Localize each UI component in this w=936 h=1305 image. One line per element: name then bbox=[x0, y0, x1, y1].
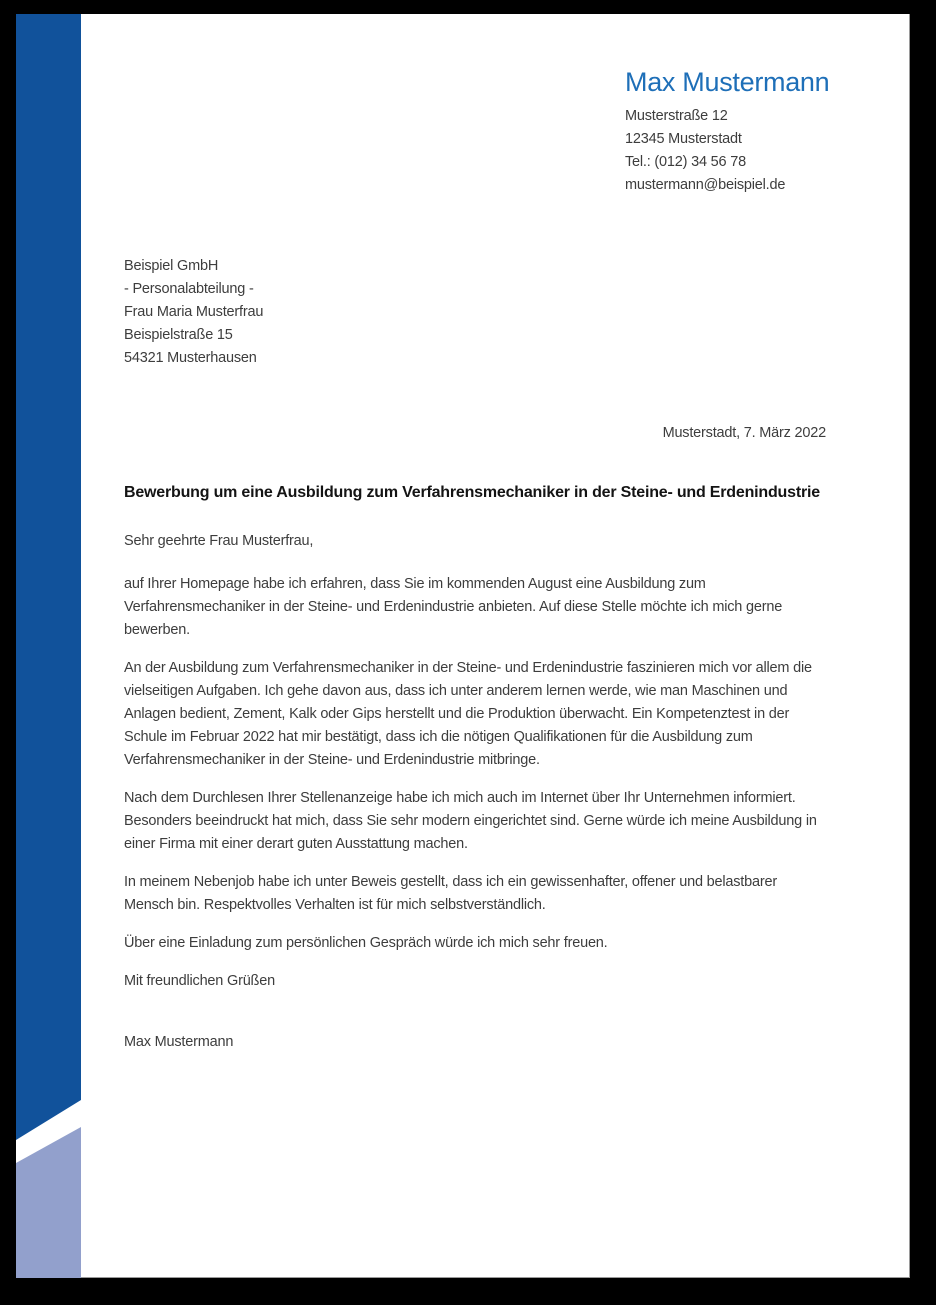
letter-page bbox=[16, 14, 910, 1278]
paragraph: Nach dem Durchlesen Ihrer Stellenanzeige habe ich mich auch im Internet über Ihr Unternehmen informiert. Besonders beeindruckt hat mich, dass Sie sehr modern eingerichtet sind. Gerne würde ich meine Ausbildung in einer Firma mit einer derart guten Ausstattung machen. bbox=[124, 790, 817, 852]
signature-name: Max Mustermann bbox=[124, 1034, 234, 1050]
recipient-street: Beispielstraße 15 bbox=[124, 327, 233, 343]
sender-city: 12345 Musterstadt bbox=[625, 131, 742, 147]
closing-formula: Mit freundlichen Grüßen bbox=[124, 973, 275, 989]
decorative-side-stripe bbox=[16, 14, 81, 1278]
sender-phone: Tel.: (012) 34 56 78 bbox=[625, 154, 746, 170]
recipient-block bbox=[124, 255, 444, 370]
subject-line: Bewerbung um eine Ausbildung zum Verfahrensmechaniker in der Steine- und Erdenindustrie bbox=[124, 484, 820, 501]
recipient-department: - Personalabteilung - bbox=[124, 281, 254, 297]
letter-body bbox=[124, 481, 826, 1054]
recipient-city: 54321 Musterhausen bbox=[124, 350, 257, 366]
sender-street: Musterstraße 12 bbox=[625, 108, 728, 124]
sender-name: Max Mustermann bbox=[625, 67, 830, 97]
sender-email: mustermann@beispiel.de bbox=[625, 177, 786, 193]
paragraph: An der Ausbildung zum Verfahrensmechaniker in der Steine- und Erdenindustrie faszinieren mich vor allem die vielseitigen Aufgaben. Ich gehe davon aus, dass ich unter anderem lernen werde, wie man Maschinen und Anlagen bedient, Zement, Kalk oder Gips herstellt und die Produktion überwacht. Ein Kompetenztest in der Schule im Februar 2022 hat mir bestätigt, dass ich die nötigen Qualifikationen für die Ausbildung zum Verfahrensmechaniker in der Steine- und Erdenindustrie mitbringe. bbox=[124, 660, 812, 768]
salutation: Sehr geehrte Frau Musterfrau, bbox=[124, 533, 314, 549]
paragraph: Über eine Einladung zum persönlichen Gespräch würde ich mich sehr freuen. bbox=[124, 935, 608, 951]
paragraph: In meinem Nebenjob habe ich unter Beweis gestellt, dass ich ein gewissenhafter, offener und belastbarer Mensch bin. Respektvolles Verhalten ist für mich selbstverständlich. bbox=[124, 874, 777, 913]
recipient-company: Beispiel GmbH bbox=[124, 258, 219, 274]
recipient-contact: Frau Maria Musterfrau bbox=[124, 304, 264, 320]
date-line: Musterstadt, 7. März 2022 bbox=[662, 425, 826, 441]
paragraph: auf Ihrer Homepage habe ich erfahren, dass Sie im kommenden August eine Ausbildung zum Verfahrensmechaniker in der Steine- und Erdenindustrie anbieten. Auf diese Stelle möchte ich mich gerne bewerben. bbox=[124, 576, 783, 638]
stripe-dark-blue-segment bbox=[16, 14, 81, 1278]
sender-block bbox=[625, 66, 895, 197]
